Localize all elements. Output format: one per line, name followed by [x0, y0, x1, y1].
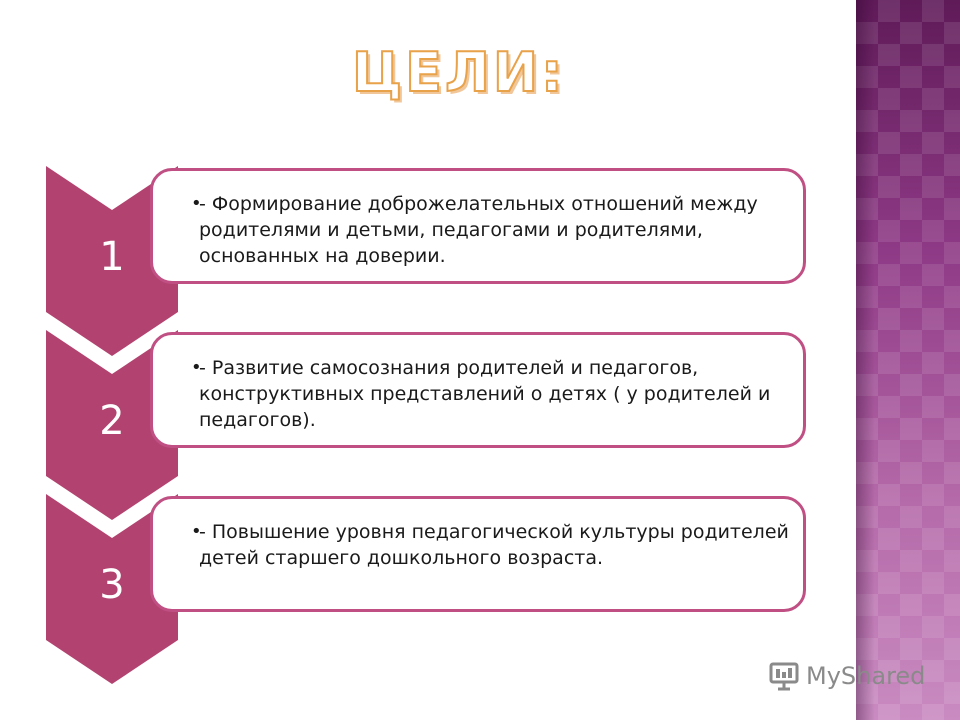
watermark-text: MyShared	[806, 662, 926, 690]
step-1-number: 1	[99, 234, 125, 280]
step-1-box	[150, 168, 806, 284]
step-2-number: 2	[99, 398, 125, 444]
step-1-text: - Формирование доброжелательных отношений между родителями и детьми, педагогами и родителями, основанных на доверии.	[199, 193, 758, 267]
presentation-board-icon	[768, 660, 800, 692]
step-2-box	[150, 332, 806, 448]
slide-title: ЦЕЛИ:	[352, 41, 566, 104]
step-3-number: 3	[99, 562, 125, 608]
side-decorative-band	[856, 0, 960, 720]
step-2-bullet: •	[191, 357, 202, 378]
step-2-text: - Развитие самосознания родителей и педагогов, конструктивных представлений о детях ( у родителей и педагогов).	[199, 357, 771, 431]
step-1-bullet: •	[191, 193, 202, 214]
step-3-bullet: •	[191, 521, 202, 542]
watermark	[768, 656, 928, 696]
step-3-box	[150, 496, 806, 612]
step-3-text: - Повышение уровня педагогической культуры родителей детей старшего дошкольного возраста.	[199, 521, 789, 569]
